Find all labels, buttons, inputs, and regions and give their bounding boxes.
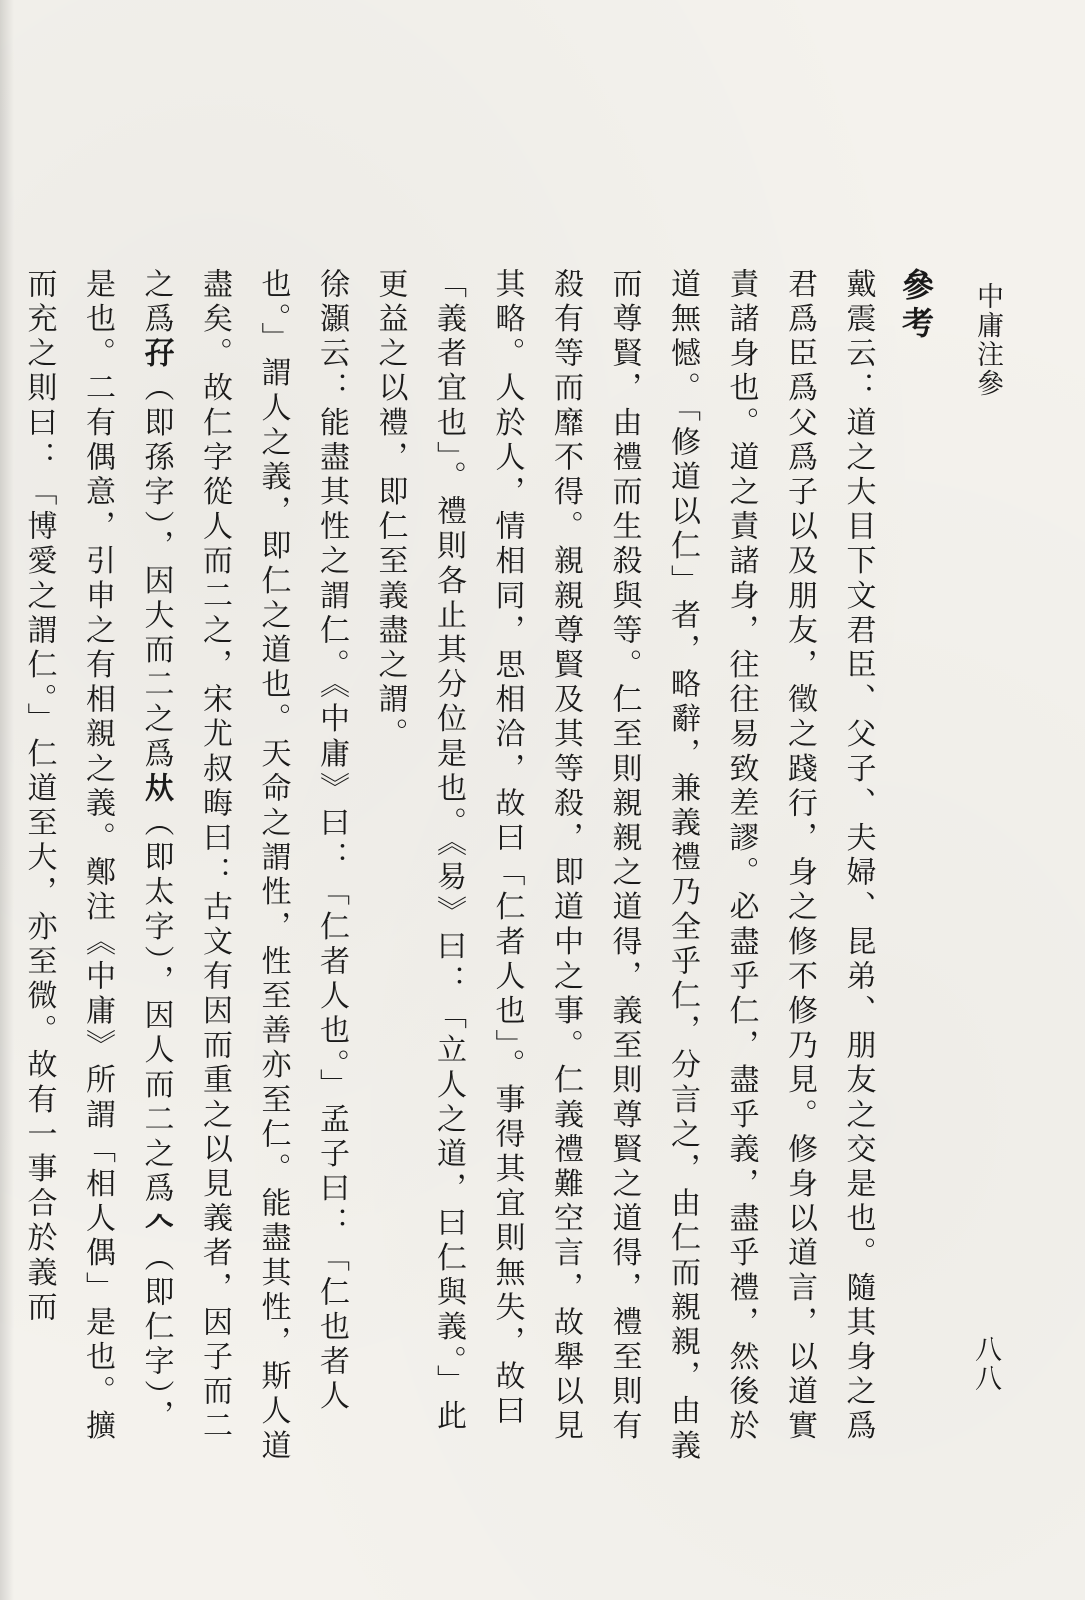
paragraph-text-segment: 徐灝云：能盡其性之謂仁。《中庸》曰：「仁者人也。」孟子曰：「仁也者人也。」謂人之義，即仁之道也。天命之謂性，性至善亦至仁。能盡其性，斯人道盡矣。故仁字從人而二之，宋尤叔晦曰：古文有因而重之以見義者，因子而二之爲 <box>138 268 349 1464</box>
running-header-title: 中庸注參 <box>972 282 1003 398</box>
paragraph-text-segment: （即太字），因人而二之爲 <box>138 806 174 1207</box>
paragraph-text-segment: （即仁字），是也。二有偶意，引申之有相親之義。鄭注《中庸》所謂「相人偶」是也。擴而充之則曰：「博愛之謂仁。」仁道至大，亦至微。故有一事合於義而 <box>21 268 174 1445</box>
paragraph-xu-hao <box>9 268 360 1468</box>
main-text <box>9 268 945 1468</box>
ancient-character-glyph: 夶 <box>138 772 174 807</box>
paragraph-text-segment: （即孫字），因大而二之爲 <box>138 371 174 773</box>
ancient-character-glyph: 孖 <box>138 337 174 372</box>
ancient-character-glyph: 𠆢 <box>138 1206 174 1242</box>
paragraph-dai-zhen: 戴震云：道之大目下文君臣、父子、夫婦、昆弟、朋友之交是也。隨其身之爲君爲臣爲父爲子以及朋友，徵之踐行，身之修不修乃見。修身以道言，以道實責諸身也。道之責諸身，往往易致差謬。必盡乎仁，盡乎義，盡乎禮，然後於道無憾。「修道以仁」者，略辭，兼義禮乃全乎仁，分言之，由仁而親親，由義而尊賢，由禮而生殺與等。仁至則親親之道得，義至則尊賢之道得，禮至則有殺有等而靡不得。親親尊賢及其等殺，即道中之事。仁義禮難空言，故舉以見其略。人於人，情相同，思相洽，故曰「仁者人也」。事得其宜則無失，故曰「義者宜也」。禮則各止其分位是也。《易》曰：「立人之道，曰仁與義。」此更益之以禮，即仁至義盡之謂。 <box>372 268 876 1464</box>
page-number: 八八 <box>970 1335 1001 1393</box>
section-heading: 參考 <box>897 268 935 344</box>
